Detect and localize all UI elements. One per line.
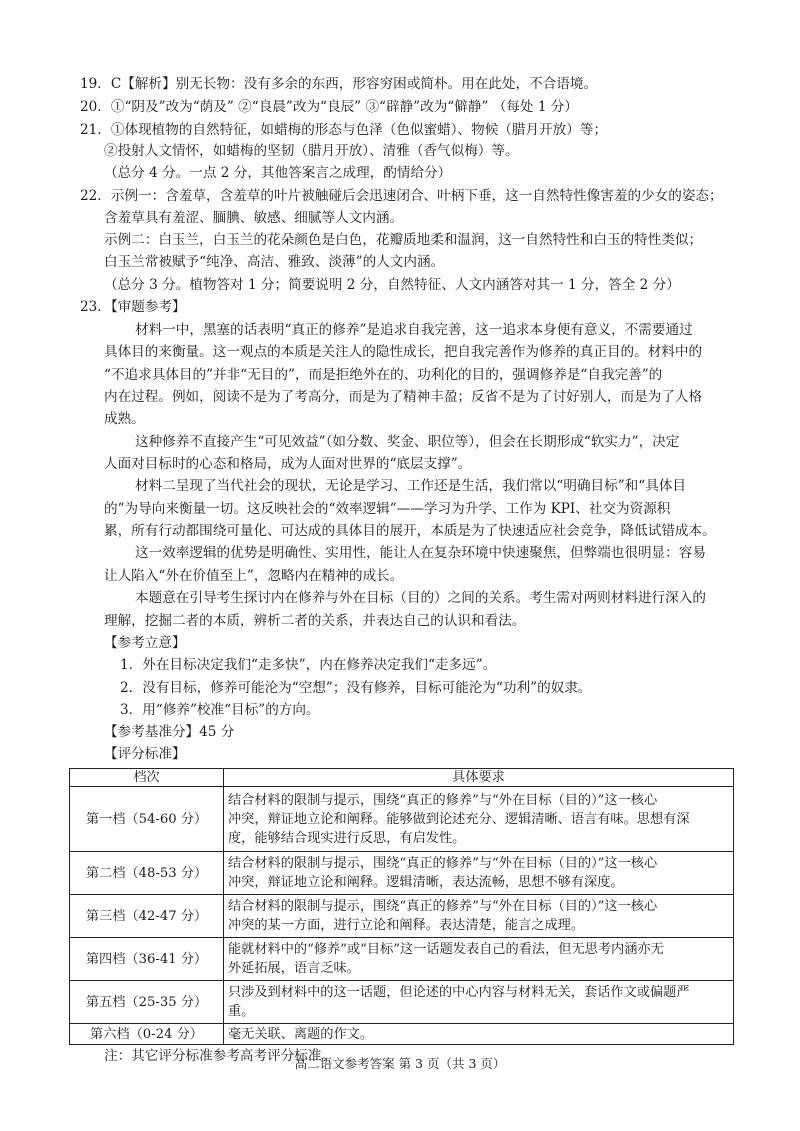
answer-19: 19．C【解析】别无长物：没有多余的东西，形容穷困或简朴。用在此处，不合语境。 [80, 76, 598, 92]
page-footer: 高二语文参考答案 第 3 页（共 3 页） [294, 1056, 506, 1071]
analysis-line: 人面对目标时的心态和格局，成为人面对世界的“底层支撑”。 [104, 456, 472, 472]
requirement-line: 重。 [228, 1004, 255, 1019]
requirement-line: 毫无关联、离题的作文。 [228, 1026, 374, 1042]
analysis-line: “不追求具体目的”并非“无目的”，而是拒绝外在的、功利化的目的，强调修养是“自我完善”的 [104, 367, 663, 383]
table-header-row [70, 769, 734, 787]
grade-requirement [224, 852, 734, 895]
table-row [70, 1024, 734, 1045]
analysis-paragraph: 材料二呈现了当代社会的现状，无论是学习、工作还是生活，我们常以“明确目标”和“具体目 [135, 478, 687, 494]
analysis-paragraph: 这种修养不直接产生“可见效益”（如分数、奖金、职位等），但会在长期形成“软实力”，决定 [135, 434, 680, 450]
answer-22-example2: 示例二：白玉兰，白玉兰的花朵颜色是白色，花瓣质地柔和温润，这一自然特性和白玉的特性类似； [104, 232, 703, 248]
analysis-paragraph: 这一效率逻辑的优势是明确性、实用性，能让人在复杂环境中快速聚焦，但弊端也很明显：容易 [135, 545, 706, 561]
requirement-line: 外延拓展，语言乏味。 [228, 961, 360, 976]
grade-requirement [224, 938, 734, 981]
requirement-line: 结合材料的限制与提示，围绕“真正的修养”与“外在目标（目的）”这一核心 [228, 856, 658, 871]
grade-requirement [224, 895, 734, 938]
grade-requirement [224, 787, 734, 852]
analysis-line: 理解，挖掘二者的本质，辨析二者的关系，并表达自己的认识和看法。 [104, 613, 526, 629]
theme-item-1: 1．外在目标决定我们“走多快”，内在修养决定我们“走多远”。 [120, 657, 497, 673]
grade-level: 第三档（42-47 分） [70, 895, 224, 938]
answer-21: 21．①体现植物的自然特征，如蜡梅的形态与色泽（色似蜜蜡）、物候（腊月开放）等； [80, 122, 608, 138]
answer-23-heading: 23．【审题参考】 [80, 299, 186, 315]
requirement-line: 能就材料中的“修养”或“目标”这一话题发表自己的看法，但无思考内涵亦无 [228, 942, 664, 957]
reference-theme-heading: 【参考立意】 [104, 635, 186, 651]
answer-22-scoring: （总分 3 分。植物答对 1 分；简要说明 2 分，自然特征、人文内涵答对其一 1 分，答全 2 分） [104, 277, 680, 293]
grade-level: 第二档（48-53 分） [70, 852, 224, 895]
requirement-line: 冲突的某一方面，进行立论和阐释。表达清楚，能言之成理。 [228, 918, 585, 933]
grading-note: 注：其它评分标准参考高考评分标准。 [104, 1048, 336, 1064]
requirement-line: 只涉及到材料中的这一话题，但论述的中心内容与材料无关，套话作文或偏题严 [228, 985, 690, 1000]
grade-level: 第四档（36-41 分） [70, 938, 224, 981]
table-row [70, 895, 734, 938]
analysis-line: 的”为导向来衡量一切。这反映社会的“效率逻辑”——学习为升学、工作为 KPI、社交为资源积 [104, 501, 671, 517]
grading-criteria-heading: 【评分标准】 [104, 746, 186, 762]
analysis-line: 具体目的来衡量。这一观点的本质是关注人的隐性成长，把自我完善作为修养的真正目的。材料中的 [104, 344, 703, 360]
analysis-line: 让人陷入“外在价值至上”，忽略内在精神的成长。 [104, 568, 404, 584]
table-row [70, 852, 734, 895]
grade-level: 第一档（54-60 分） [70, 787, 224, 852]
grading-table [69, 768, 734, 1045]
analysis-line: 累，所有行动都围绕可量化、可达成的具体目的展开，本质是为了快速适应社会竞争，降低试错成本。 [104, 523, 716, 539]
answer-20: 20．①“阴及”改为“荫及” ②“良晨”改为“良辰” ③“辟静”改为“僻静” （每处 1 分） [80, 99, 578, 115]
requirement-line: 冲突，辩证地立论和阐释。能够做到论述充分、逻辑清晰、语言有味。思想有深 [228, 811, 690, 827]
answer-22-line: 含羞草具有羞涩、腼腆、敏感、细腻等人文内涵。 [104, 210, 404, 226]
grade-requirement [224, 1024, 734, 1045]
theme-item-2: 2．没有目标，修养可能沦为“空想”；没有修养，目标可能沦为“功利”的奴隶。 [120, 680, 592, 696]
answer-21-line: ②投射人文情怀，如蜡梅的坚韧（腊月开放）、清雅（香气似梅）等。 [104, 143, 519, 159]
requirement-line: 度，能够结合现实进行反思，有启发性。 [228, 830, 466, 846]
requirement-line: 结合材料的限制与提示，围绕“真正的修养”与“外在目标（目的）”这一核心 [228, 792, 658, 808]
table-header-level: 档次 [70, 769, 224, 787]
grade-level: 第六档（0-24 分） [70, 1024, 224, 1045]
grade-level: 第五档（25-35 分） [70, 981, 224, 1024]
requirement-line: 冲突，辩证地立论和阐释。逻辑清晰，表达流畅，思想不够有深度。 [228, 875, 624, 890]
analysis-line: 内在过程。例如，阅读不是为了考高分，而是为了精神丰盈；反省不是为了讨好别人，而是为了人格 [104, 389, 703, 405]
table-header-requirement: 具体要求 [224, 769, 734, 787]
answer-21-scoring: （总分 4 分。一点 2 分，其他答案言之成理，酌情给分） [104, 165, 452, 181]
analysis-line: 成熟。 [104, 411, 145, 427]
table-row [70, 981, 734, 1024]
table-row [70, 938, 734, 981]
grade-requirement [224, 981, 734, 1024]
analysis-paragraph: 材料一中，黑塞的话表明“真正的修养”是追求自我完善，这一追求本身便有意义，不需要通过 [135, 322, 693, 338]
requirement-line: 结合材料的限制与提示，围绕“真正的修养”与“外在目标（目的）”这一核心 [228, 899, 658, 914]
theme-item-3: 3．用“修养”校准“目标”的方向。 [120, 702, 320, 718]
base-score: 【参考基准分】45 分 [104, 724, 235, 740]
answer-22-line: 白玉兰常被赋予“纯净、高洁、雅致、淡薄”的人文内涵。 [104, 254, 445, 270]
answer-22: 22．示例一：含羞草，含羞草的叶片被触碰后会迅速闭合、叶柄下垂，这一自然特性像害羞的少女的姿态； [80, 188, 723, 204]
table-row [70, 787, 734, 852]
analysis-paragraph: 本题意在引导考生探讨内在修养与外在目标（目的）之间的关系。考生需对两则材料进行深入的 [135, 590, 706, 606]
